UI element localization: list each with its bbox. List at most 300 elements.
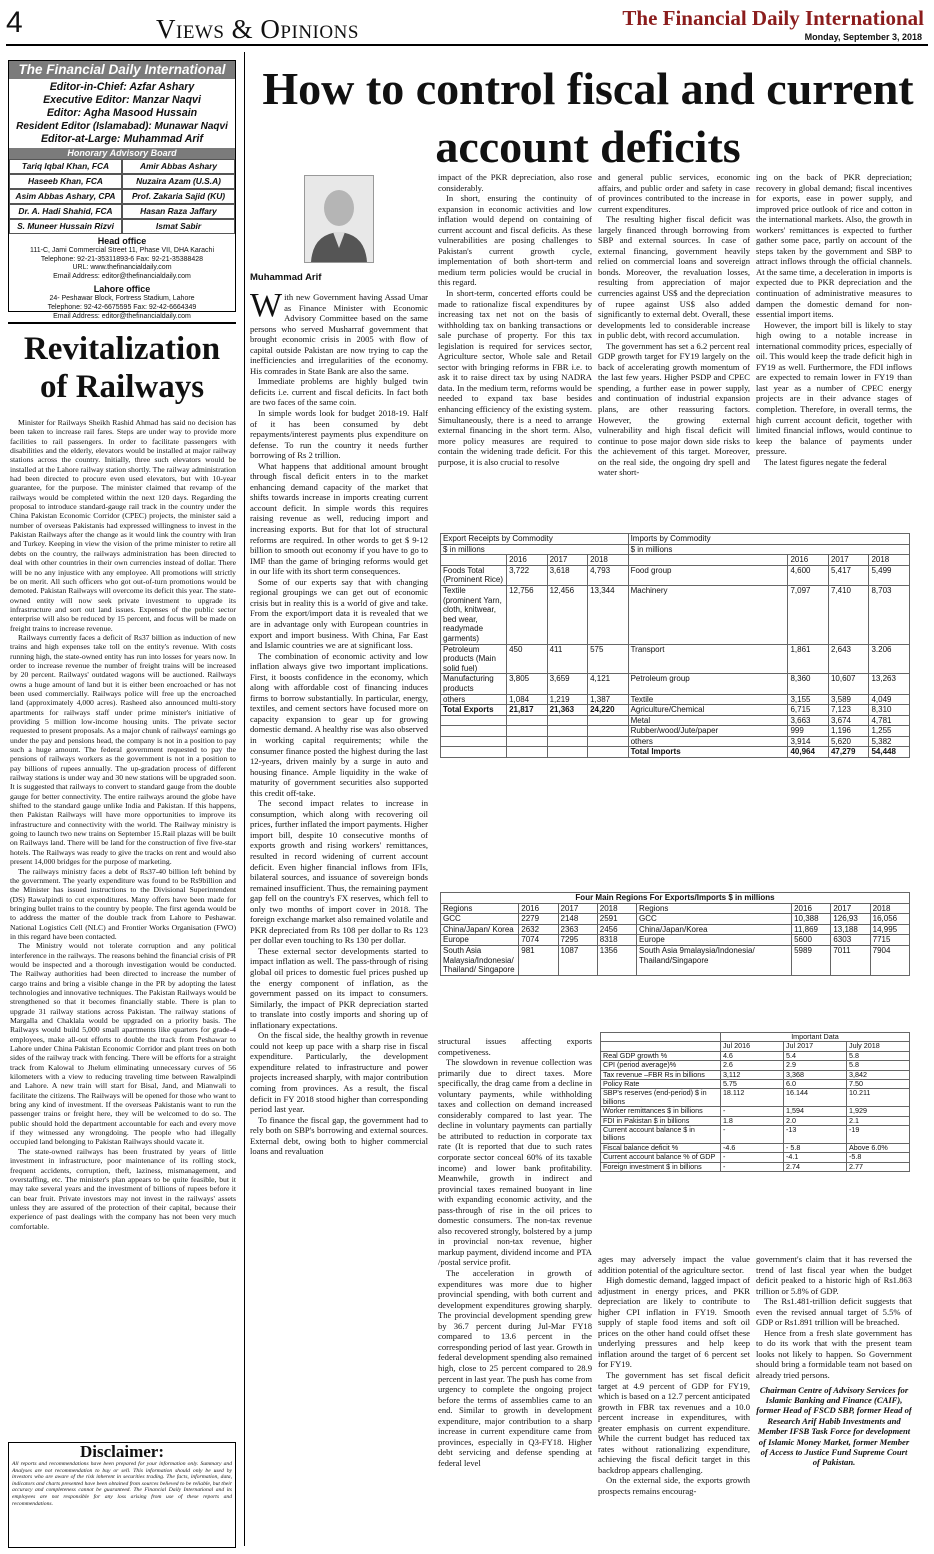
table-cell: 1356 bbox=[597, 945, 636, 975]
table-cell: 5.4 bbox=[783, 1051, 846, 1060]
lahore-office-line: Telephone: 92-42-6675595 Fax: 92-42-6664349 bbox=[47, 303, 197, 311]
table-cell: Petroleum group bbox=[628, 674, 788, 694]
page-number: 4 bbox=[6, 6, 23, 39]
table-row bbox=[441, 914, 910, 925]
table-cell: others bbox=[628, 736, 788, 747]
article-paragraph: ages may adversely impact the value addition potential of the agriculture sector. bbox=[598, 1254, 750, 1275]
table-cell: 3,659 bbox=[547, 674, 588, 694]
table-cell: 4,600 bbox=[788, 565, 829, 585]
article-paragraph: ith new Government having Assad Umar as Finance Minister with Economic Advisory Committee based on the same persons who served Musharraf government that brought economic crisis in 2005 with flow of capital outside Pakistan are now trying to cap the inefficiencies and irregularities of the economy. His comrades in State Bank are also the same. bbox=[250, 292, 428, 376]
column-header: Regions bbox=[637, 903, 792, 914]
table-cell bbox=[507, 715, 548, 726]
table-cell: 5,417 bbox=[828, 565, 869, 585]
board-member: Nuzaira Azam (U.S.A) bbox=[122, 174, 235, 189]
table-cell: Fiscal balance deficit % bbox=[601, 1143, 721, 1152]
table-row bbox=[441, 747, 910, 758]
article-paragraph: Some of our experts say that with changing regional groupings we can get out of economic crisis but in reality this is a world of give and take. From the export/import data it is revealed that we are in advantage only with European countries in export and import business. With China, Far East and Islamic countries we are at significant loss. bbox=[250, 576, 428, 651]
table-cell: 7,123 bbox=[828, 705, 869, 716]
table-cell bbox=[588, 747, 629, 758]
table-cell: 3,368 bbox=[783, 1070, 846, 1079]
table-row bbox=[441, 674, 910, 694]
editors-list bbox=[9, 79, 235, 148]
table-cell: 2.9 bbox=[783, 1061, 846, 1070]
table-cell: - bbox=[720, 1126, 783, 1144]
article-paragraph: Immediate problems are highly bulged twin deficits i.e. current and fiscal deficits. In fact both are two faces of the same coin. bbox=[250, 376, 428, 408]
table-cell: 2148 bbox=[558, 914, 597, 925]
article-paragraph: In short-term, concerted efforts could be made to rationalize fiscal expenditures by increasing tax net not on the basis of withholding tax on banking transactions or sale purchase of property. For this tax legislation is required for services sector, Agriculture sector, Whole sale and Retail sector with bringing reforms in FBR i.e. to ask it to raise direct tax by using NADRA data. In the medium term, reforms would be needed to expand tax base besides enhancing efficiency of the existing system. Simultaneously, there is a need to arrange external financing in the short term. Also, more policy measures are required to contain the widening trade deficit. For this purpose, it is also crucial to resolve bbox=[438, 288, 592, 467]
table-cell: Agriculture/Chemical bbox=[628, 705, 788, 716]
table-cell: 981 bbox=[519, 945, 558, 975]
table-cell bbox=[588, 736, 629, 747]
table-cell: 5.75 bbox=[720, 1080, 783, 1089]
column-header: 2016 bbox=[792, 903, 831, 914]
table-cell: 12,756 bbox=[507, 585, 548, 644]
table-row bbox=[441, 726, 910, 737]
lahore-office-line: Email Address: editor@thefinancialdaily.com bbox=[53, 312, 191, 320]
column-header: 2017 bbox=[831, 903, 870, 914]
column-header: Regions bbox=[441, 903, 519, 914]
table-cell: 2,643 bbox=[828, 644, 869, 674]
table-cell: 16.144 bbox=[783, 1089, 846, 1107]
dropcap: W bbox=[250, 292, 283, 324]
table-cell: Machinery bbox=[628, 585, 788, 644]
table-cell: 2363 bbox=[558, 924, 597, 935]
table-row bbox=[441, 565, 910, 585]
table-cell: 5.8 bbox=[846, 1051, 909, 1060]
article-paragraph: In simple words look for budget 2018-19. Half of it has been consumed by debt repayments/interest payments plus expenditure on defense. To run the country it needs further borrowing of Rs 2 trillion. bbox=[250, 408, 428, 461]
blank-cell bbox=[628, 555, 788, 566]
article-paragraph: and general public services, economic affairs, and public order and safety in case of provinces contributed to the increase in current expenditures. bbox=[598, 172, 750, 214]
table-cell: 2279 bbox=[519, 914, 558, 925]
editorial-paragraph: The railways ministry faces a debt of Rs37-40 billion left behind by the government. The yearly expenditure was found to be Rs9billion and the Minister has issued instructions to the Divisional Superintendent (DS) Rawalpindi to cut expenditures. Many offers have been made for bringing bullet trains to the country by people. The first agenda would be to address the matter of the double track from Lahore to Peshawar. National Logistics Cell (NLC) and Frontier Works Organisation (FWO) in this regard have been contacted. bbox=[10, 866, 236, 941]
disclaimer-box bbox=[8, 1442, 236, 1548]
board-member: S. Muneer Hussain Rizvi bbox=[9, 219, 122, 234]
table-cell: 5,382 bbox=[869, 736, 910, 747]
blank-cell bbox=[601, 1033, 721, 1042]
table-cell: 3,914 bbox=[788, 736, 829, 747]
table-cell: 14,995 bbox=[870, 924, 909, 935]
table-cell: 16,056 bbox=[870, 914, 909, 925]
issue-date: Monday, September 3, 2018 bbox=[804, 32, 922, 42]
board-member: Hasan Raza Jaffary bbox=[122, 204, 235, 219]
column-header: 2016 bbox=[519, 903, 558, 914]
table-cell: 3.206 bbox=[869, 644, 910, 674]
table-row bbox=[441, 715, 910, 726]
table-cell: 5.8 bbox=[846, 1061, 909, 1070]
table-cell: 2456 bbox=[597, 924, 636, 935]
table-cell: 3,842 bbox=[846, 1070, 909, 1079]
year-header: 2017 bbox=[828, 555, 869, 566]
table-cell: 3,112 bbox=[720, 1070, 783, 1079]
article-paragraph: government's claim that it has reversed the trend of last fiscal year when the budget deficit peaked to a historic high of Rs1.863 trillion or 5.8% of GDP. bbox=[756, 1254, 912, 1296]
article-paragraph: These external sector developments started to impact inflation as well. The pass-through of rising global oil prices to domestic fuel prices pushed up the energy component of inflation, as the government passed on its impact to consumers. Similarly, the impact of PKR depreciation started to translate into costly imports and shoring up of inflationary expectations. bbox=[250, 945, 428, 1030]
table-cell: others bbox=[441, 694, 507, 705]
table-row bbox=[441, 736, 910, 747]
board-member: Haseeb Khan, FCA bbox=[9, 174, 122, 189]
editorial-paragraph: The Ministry would not tolerate corruption and any political interference in the railways. The reasons behind the financial crisis of PR would be inspected and a thorough investigation would be conducted. The Railway authorities had been directed to increase the number of cargo trains and bring a visible change in the PR by adopting the latest technologies and innovative techniques. The Pakistan Railways would be strengthened so that it becomes financially stable. There is plan to upgrade 31 railway stations across Pakistan. The railway stations of Margalla and Chaklala would be upgraded on a priority basis. The Railways would build 5,000 small apartments like quarters for grade-4 employees, make all-out efforts to double the track from Peshawar to Lahore under China Pakistan Economic Corridor and plant trees on both sides of the railway track with fencing. There will be efforts for a straight track from Kalowal to Jhelum eliminating unnecessary curves of 56 kilometers with a view to reducing traveling time between Rawalpindi and Lahore. A new train will start for Bisal, Jand, and Mianwali to facilitate the citizens. The Railways will be opened for those who want to bring any kind of investment. If the overseas Pakistanis want to run the passenger trains or freight here, they will be welcomed to do so. The public should hold the department accountable for each and every move if they witnessed any wrongdoing. The people who had illegally occupied land belonging to Pakistan Railways should vacate it. bbox=[10, 941, 236, 1147]
article-paragraph: The slowdown in revenue collection was primarily due to direct taxes. More specifically, the drag came from a decline in voluntary payments, while withholding taxes and collection on demand increased considerably compared to last year. The decline in voluntary payments can partially be attributed to reduction in corporate tax rate (It is reported that due to such rates corporate sector conceal 60% of its taxable income) and lower bank profitability. Meanwhile, growth in indirect and provincial taxes remained buoyant in line with expanding economic activity, and the pass-through of rise in the oil prices to domestic consumers. The non-tax revenue also recovered strongly, bolstered by a jump in provincial non-tax revenue, higher markup payment, dividend income and PTA /postal service profit. bbox=[438, 1057, 592, 1268]
article-paragraph: The resulting higher fiscal deficit was largely financed through borrowing from SBP and external sources. In case of external financing, government heavily relied on commercial loans and sovereign bonds. Moreover, the revaluation losses, resulting from appreciation of major currencies against US$ and the depreciation of rupee against US$ also added significantly to external debt. Overall, these developments led to considerable increase in public debt, with record accumulation. bbox=[598, 214, 750, 341]
table-cell: Food group bbox=[628, 565, 788, 585]
table-row bbox=[441, 585, 910, 644]
table-cell bbox=[588, 726, 629, 737]
table-cell: 1,861 bbox=[788, 644, 829, 674]
table-cell: Manufacturing products bbox=[441, 674, 507, 694]
article-paragraph: impact of the PKR depreciation, also rose considerably. bbox=[438, 172, 592, 193]
column-header: 2017 bbox=[558, 903, 597, 914]
year-header: 2017 bbox=[547, 555, 588, 566]
author-photo bbox=[304, 175, 374, 263]
table-cell: 1.8 bbox=[720, 1116, 783, 1125]
table-cell: 3,589 bbox=[828, 694, 869, 705]
table-cell: CPI (period average)% bbox=[601, 1061, 721, 1070]
table-cell: 2591 bbox=[597, 914, 636, 925]
table-row bbox=[441, 705, 910, 716]
board-member: Prof. Zakaria Sajid (KU) bbox=[122, 189, 235, 204]
masthead bbox=[8, 60, 236, 320]
article-column-1 bbox=[250, 292, 428, 1548]
table-row bbox=[601, 1107, 910, 1116]
table-cell: China/Japan/Korea bbox=[637, 924, 792, 935]
article-paragraph: ing on the back of PKR depreciation; recovery in global demand; fiscal incentives for exports, ease in power supply, and improved price outlook of rice and cotton in the international markets. Also, the growth in workers' remittances is expected to further gather some pace, partly on account of the steps taken by the government and SBP to attract inflows through the official channels. At the same time, a deceleration in imports is expected due to PKR depreciation and the continuation of administrative measures to dampen the domestic demand for non-essential import items. bbox=[756, 172, 912, 320]
table-cell: Europe bbox=[441, 935, 519, 946]
table-cell: GCC bbox=[637, 914, 792, 925]
table-cell: - bbox=[720, 1153, 783, 1162]
table-cell: GCC bbox=[441, 914, 519, 925]
table-cell: 1,219 bbox=[547, 694, 588, 705]
article-title: How to control fiscal and current account deficits bbox=[262, 63, 914, 172]
table-cell: 5,499 bbox=[869, 565, 910, 585]
table-cell: 1,255 bbox=[869, 726, 910, 737]
table-cell: 450 bbox=[507, 644, 548, 674]
table-cell: 7904 bbox=[870, 945, 909, 975]
article-column-4-top bbox=[756, 172, 912, 528]
table-cell: 2.77 bbox=[846, 1162, 909, 1171]
article-column-2-bottom bbox=[438, 1036, 592, 1548]
table-cell: -4.6 bbox=[720, 1143, 783, 1152]
table-cell: -4.1 bbox=[783, 1153, 846, 1162]
lahore-office-title: Lahore office bbox=[93, 284, 151, 295]
article-paragraph: The government has set fiscal deficit target at 4.9 percent of GDP for FY19, which is based on a 12.7 percent anticipated growth in FBR tax revenues and a 10.0 percent increase in expenditures, with greater emphasis on current expenditure. While the current budget has reduced tax rates without rationalizing expenditure, achieving the fiscal deficit target in this backdrop appears challenging. bbox=[598, 1370, 750, 1475]
table-cell bbox=[588, 715, 629, 726]
table-cell: 4.6 bbox=[720, 1051, 783, 1060]
table-cell: 1,196 bbox=[828, 726, 869, 737]
table-cell: Tax revenue –FBR Rs in billions bbox=[601, 1070, 721, 1079]
table-cell: 47,279 bbox=[828, 747, 869, 758]
column-header: July 2018 bbox=[846, 1042, 909, 1051]
author-portrait-icon bbox=[305, 176, 373, 262]
table-cell bbox=[441, 726, 507, 737]
editorial-body bbox=[10, 418, 236, 1438]
table-row bbox=[601, 1162, 910, 1171]
editor-line: Editor: Agha Masood Hussain bbox=[46, 107, 198, 119]
table-cell: 1,084 bbox=[507, 694, 548, 705]
author-name: Muhammad Arif bbox=[250, 272, 322, 283]
table-cell: 7715 bbox=[870, 935, 909, 946]
table-row bbox=[441, 924, 910, 935]
editorial-paragraph: Minister for Railways Sheikh Rashid Ahmad has said no decision has been taken to increase rail fares. Steps are under way to provide more facilities to rail passengers. In order to facilitate passengers with disabilities and the elderly, elevators would be installed at major railway stations across the country. Initially, three such elevators would be installed at the Lahore railway station shortly. The railway administration had been directed to procure even used elevators, but with 10-year guarantee, for the purpose. The minister claimed that revamp of the railways would be completed within the next 120 days. Regarding the proposal to introduce standard-gauge rail track in the country under the China Pakistan Economic Corridor (CPEC) projects, the minister said a number of overseas Pakistanis had expressed willingness to invest in the Pakistan Railways after the change as it would link the country with Iran and Turkey. Keeping in view the vision of the prime minister to retire all debts on the country, the railways administration has been directed to deal with other countries in their own currencies instead of dollar. There will be no any injustice with any employee. All promotions will strictly be on merit. All such officers who got out-of-turn promotions would be demoted. Pakistan Railways will overcome its deficit this year. The state-owned entity will now seek private investment to upgrade its infrastructure and sort out land issues. Expenses of the public sector enterprise will also be reduced by 15 percent, and focus will be made on freight trains to increase revenue. bbox=[10, 418, 236, 633]
table-cell: -5.8 bbox=[846, 1153, 909, 1162]
table-cell: 6.0 bbox=[783, 1080, 846, 1089]
important-data-title: Important Data bbox=[720, 1033, 909, 1042]
section-rule bbox=[8, 322, 236, 324]
import-heading: Imports by Commodity bbox=[628, 534, 909, 545]
column-header: 2018 bbox=[597, 903, 636, 914]
table-cell: 3,618 bbox=[547, 565, 588, 585]
header-rule bbox=[6, 44, 928, 46]
table-cell: 3,663 bbox=[788, 715, 829, 726]
article-paragraph: The Rs1.481-trillion deficit suggests that even the revised annual target of 5.5% of GDP or Rs1.891 trillion will be breached. bbox=[756, 1296, 912, 1328]
table-cell bbox=[441, 715, 507, 726]
table-cell: 7,097 bbox=[788, 585, 829, 644]
table-row bbox=[601, 1153, 910, 1162]
table-cell: Textile bbox=[628, 694, 788, 705]
table-row bbox=[601, 1126, 910, 1144]
table-header-row bbox=[601, 1042, 910, 1051]
regions-title: Four Main Regions For Exports/Imports $ in millions bbox=[441, 893, 910, 904]
table-cell: Worker remittances $ in billions bbox=[601, 1107, 721, 1116]
advisory-board-title: Honorary Advisory Board bbox=[9, 148, 235, 159]
table-cell: 54,448 bbox=[869, 747, 910, 758]
table-cell: 5989 bbox=[792, 945, 831, 975]
section-title: Views & Opinions bbox=[156, 14, 359, 44]
column-divider bbox=[244, 52, 245, 1546]
article-paragraph: To finance the fiscal gap, the government had to rely both on SBP's borrowing and external sources. External debt, owing both to higher commercial loans and revaluation bbox=[250, 1114, 428, 1157]
article-paragraph: In short, ensuring the continuity of expansion in economic activities and low inflation would depend on containing of current account and fiscal deficits. As these vulnerabilities are posing challenges to Pakistan's current growth cycle, implementation of both short-term and medium term policies would be crucial in this regard. bbox=[438, 193, 592, 288]
table-row bbox=[441, 694, 910, 705]
year-header: 2018 bbox=[869, 555, 910, 566]
table-cell: Above 6.0% bbox=[846, 1143, 909, 1152]
article-paragraph: structural issues affecting exports competiveness. bbox=[438, 1036, 592, 1057]
table-cell: 7074 bbox=[519, 935, 558, 946]
table-cell bbox=[547, 726, 588, 737]
author-bio: Chairman Centre of Advisory Services for Islamic Banking and Finance (CAIF), former Head of FSCD SBP, former Head of Research Arif Habib Investments and Member IFSB Task Force for development of Islamic Money Market, former Member of Access to Justice Fund Supreme Court of Pakistan. bbox=[756, 1384, 912, 1468]
brand-name: The Financial Daily International bbox=[622, 6, 924, 30]
table-header-row bbox=[441, 544, 910, 555]
table-cell: Current account balance % of GDP bbox=[601, 1153, 721, 1162]
table-cell: 18.112 bbox=[720, 1089, 783, 1107]
year-header: 2016 bbox=[788, 555, 829, 566]
editor-line: Executive Editor: Manzar Naqvi bbox=[43, 94, 201, 106]
table-cell: 21,817 bbox=[507, 705, 548, 716]
table-cell: Europe bbox=[637, 935, 792, 946]
table-cell: Rubber/wood/Jute/paper bbox=[628, 726, 788, 737]
table-header-row bbox=[441, 555, 910, 566]
board-member: Amir Abbas Ashary bbox=[122, 159, 235, 174]
table-cell: Foreign investment $ in billions bbox=[601, 1162, 721, 1171]
table-cell: 575 bbox=[588, 644, 629, 674]
article-paragraph: The second impact relates to increase in consumption, which along with recovering oil prices, further inflated the import payments. Higher import bill, despite 10 consecutive months of exports growth and rising workers' remittances, resulted in record widening of current account deficit. Even higher financial inflows from IFIs, bilateral sources, and issuance of sovereign bonds remained insufficient. Thus, the remaining payment gap fell on the country's FX reserves, which fell to only two months of import cover in 2018. The foreign exchange market also remained volatile and PKR depreciated from Rs 108 per dollar to Rs 123 per dollar even touching to Rs 130 per dollar. bbox=[250, 798, 428, 946]
table-cell: 999 bbox=[788, 726, 829, 737]
year-header: 2018 bbox=[588, 555, 629, 566]
masthead-title: The Financial Daily International bbox=[9, 61, 235, 79]
table-row bbox=[441, 945, 910, 975]
year-header: 2016 bbox=[507, 555, 548, 566]
article-paragraph: High domestic demand, lagged impact of adjustment in energy prices, and PKR depreciation are likely to contribute to higher CPI inflation in FY19. Smooth supply of staple food items and soft oil prices on the other hand could offset these underlying pressures and help keep inflation around the target of 6 percent set for FY19. bbox=[598, 1275, 750, 1370]
editor-line: Editor-in-Chief: Azfar Ashary bbox=[49, 81, 195, 93]
table-cell: 2.0 bbox=[783, 1116, 846, 1125]
table-cell: 5600 bbox=[792, 935, 831, 946]
table-cell: -13 bbox=[783, 1126, 846, 1144]
board-member: Asim Abbas Ashary, CPA bbox=[9, 189, 122, 204]
editorial-paragraph: Railways currently faces a deficit of Rs37 billion as induction of new trains and high expenses take toll on the entity's revenue. With costs running high, the state-owned entity has run into losses for years now. In order to increase revenue the number of freight trains will be increased by 20 percent. Railways' outdated wagons will be auctioned. Railways owns a huge amount of land but it is either been encroached or has not been used commercially. Railways police will free up the encroached land (approximately 4,000 acres). Rasheed also announced multi-story apartments for railways staff under prime minister's initiative of providing 5 million low-income housing units. The private sector requested to present proposals. As a major chunk of railways' earnings go under the pay and pensions head, the company is not in a position to pay such a huge amount. The federal government requested to pay the pensions of railways workers as the government is not in a position to pay billions of rupees annually. The up-gradation process of different railway stations is under way and 30 new stations will be upgraded soon. It is suggested that railways to convert to standard gauge from the double gauge for better connectivity. The entire railways around the globe have shifted to the standard gauge unlike India and Pakistan. If this happens, then Pakistan Railways will have more opportunities to improve its infrastructure and connectivity with the world. The Railway ministry is going to launch two new trains on September 15.Rail plazas will be built on Railways land. There will be land for the construction of five five-star hotels. The Railways was ready to give the tracks on rent and would also present 14,000 bridges for the purpose of marketing. bbox=[10, 632, 236, 867]
table-cell: 6303 bbox=[831, 935, 870, 946]
table-cell: Current account balance $ in billions bbox=[601, 1126, 721, 1144]
head-office-line: URL: www.thefinancialdaily.com bbox=[72, 264, 172, 272]
table-cell bbox=[547, 747, 588, 758]
unit-label: $ in millions bbox=[441, 544, 629, 555]
board-member: Ismat Sabir bbox=[122, 219, 235, 234]
article-paragraph: On the fiscal side, the healthy growth in revenue could not keep up pace with a sharp rise in fiscal expenditure. Particularly, the development expenditure related to infrastructure and power projects increased sharply, with major contribution coming from provinces. As a result, the fiscal deficit in FY 2018 stood higher than corresponding period last year. bbox=[250, 1030, 428, 1115]
table-cell bbox=[507, 726, 548, 737]
lahore-office-line: 24- Peshawar Block, Fortress Stadium, Lahore bbox=[49, 295, 195, 303]
table-cell: 7.50 bbox=[846, 1080, 909, 1089]
regions-table bbox=[440, 892, 910, 976]
advisory-board-grid bbox=[9, 159, 235, 234]
table-row bbox=[601, 1061, 910, 1070]
table-cell: 126,93 bbox=[831, 914, 870, 925]
editorial-paragraph: The state-owned railways has been frustrated by years of little investment in infrastructure, poor maintenance of its rolling stock, frequent accidents, corruption, theft, laziness, mismanagement, and overstaffing, etc. The minister's plan appears to be quite feasible, but it may take several years and the investment of billions of rupees before it can bear fruit. Private investors may not invest in the railways' assets unless they are assured of the protection of their capital, because their experience of past dealings with the company has not been very much comfortable. bbox=[10, 1146, 236, 1231]
table-cell bbox=[441, 747, 507, 758]
table-cell: Real GDP growth % bbox=[601, 1051, 721, 1060]
table-cell: 8,360 bbox=[788, 674, 829, 694]
table-cell: Policy Rate bbox=[601, 1080, 721, 1089]
article-column-4-bottom bbox=[756, 1254, 912, 1548]
table-header-row bbox=[441, 534, 910, 545]
table-cell: SBP's reserves (end-period) $ in billions bbox=[601, 1089, 721, 1107]
table-cell: South Asia Malaysia/Indonesia/ Thailand/ Singapore bbox=[441, 945, 519, 975]
editorial-title: Revitalization of Railways bbox=[23, 331, 221, 405]
table-cell: Metal bbox=[628, 715, 788, 726]
table-cell: 3,805 bbox=[507, 674, 548, 694]
table-cell: Foods Total (Prominent Rice) bbox=[441, 565, 507, 585]
article-paragraph: Hence from a fresh slate government has to do its work that with the present team looks not likely to happen. So Government should bring a formidable team not based on already tried persons. bbox=[756, 1327, 912, 1381]
table-row bbox=[601, 1089, 910, 1107]
table-row bbox=[601, 1070, 910, 1079]
article-paragraph: The acceleration in growth of expenditures was more due to higher provincial spending, with both current and development expenditures growing sharply. The provincial development spending grew by 36.7 percent during Jul-Mar FY18 compared to 13.6 percent in the corresponding period of last year. Growth in federal development spending also remained high, close to 25 percent compared to 28.9 percent in last year. The push has come from urgency to complete the ongoing project before the terms of assemblies came to an end. Similar to growth in development expenditure, major contribution to a sharp increase in current expenditure came from provinces, especially in Q3-FY18. Higher debt servicing and defense spending at federal level bbox=[438, 1268, 592, 1468]
table-cell: 5,620 bbox=[828, 736, 869, 747]
article-paragraph: However, the import bill is likely to stay high owing to a notable increase in international commodity prices, especially of oil. This would keep the trade deficit high in FY19 as well. Furthermore, the FDI inflows are expected to remain lower in FY19 than last year as a number of CPEC energy projects are in their advance stages of completion. Therefore, in overall terms, the high current account deficit, together with limited financial inflows, would continue to keep the balance of payments under pressure. bbox=[756, 319, 912, 457]
table-cell: 11,869 bbox=[792, 924, 831, 935]
table-cell: 4,793 bbox=[588, 565, 629, 585]
table-cell: 2.6 bbox=[720, 1061, 783, 1070]
article-paragraph: The government has set a 6.2 percent real GDP growth target for FY19 largely on the back of accelerating growth momentum of the last few years. Higher PSDP and CPEC spending, a further ease in power supply, and continuation of industrial expansion plans, are other reassuring factors. However, the growing external vulnerability and high fiscal deficit will continue to pose major down side risks to the achievement of this target. Moreover, on the real side, the ongoing dry spell and water short- bbox=[598, 340, 750, 478]
table-cell: 6,715 bbox=[788, 705, 829, 716]
article-paragraph: The combination of economic activity and low inflation always give two important implications. First, it boosts confidence in the economy, which along with affordable cost of financing induces firms to borrow substantially. In particular, energy, textiles, and cement sectors have focused more on capacity expansion to gear up for growing domestic demand. A healthy rise was also observed in working capital requirements; while the consumer finance posted the highest during the last 12-years, driven mainly by a surge in auto and housing finance. Ample liquidity in the wake of maturity of government securities also supported this credit off-take. bbox=[250, 650, 428, 798]
table-cell: Textile (prominent Yarn, cloth, knitwear, bed wear, readymade garments) bbox=[441, 585, 507, 644]
table-cell: 8,703 bbox=[869, 585, 910, 644]
table-cell: 1,929 bbox=[846, 1107, 909, 1116]
table-cell: 24,220 bbox=[588, 705, 629, 716]
table-cell: 7295 bbox=[558, 935, 597, 946]
table-cell: - 5.8 bbox=[783, 1143, 846, 1152]
table-cell: 2.1 bbox=[846, 1116, 909, 1125]
table-row bbox=[441, 935, 910, 946]
column-header: Jul 2016 bbox=[720, 1042, 783, 1051]
table-cell: 2632 bbox=[519, 924, 558, 935]
table-cell: 8,310 bbox=[869, 705, 910, 716]
table-cell: 21,363 bbox=[547, 705, 588, 716]
table-cell: 3,674 bbox=[828, 715, 869, 726]
table-cell: 13,263 bbox=[869, 674, 910, 694]
article-paragraph: The latest figures negate the federal bbox=[764, 456, 887, 467]
board-member: Dr. A. Hadi Shahid, FCA bbox=[9, 204, 122, 219]
head-office-line: Telephone: 92-21-35311893-6 Fax: 92-21-35388428 bbox=[40, 255, 204, 263]
article-paragraph: What happens that additional amount brought through fiscal deficit enters in to the market enhancing demand capacity of the market that shifts towards increase in imports creating current account deficit. In simple words this requires raising revenue as well, reducing import and increasing exports. But for that lot of structural reforms are required. In other words to get $ 9-12 billion to smooth out economy if you have to go to IMF than the game of bringing reforms would get in our life with its short term consequences. bbox=[250, 460, 428, 577]
editor-line: Resident Editor (Islamabad): Munawar Naqvi bbox=[16, 121, 228, 132]
column-header: 2018 bbox=[870, 903, 909, 914]
table-cell: 13,344 bbox=[588, 585, 629, 644]
table-cell: - bbox=[720, 1107, 783, 1116]
table-cell: 4,049 bbox=[869, 694, 910, 705]
table-cell: 10.211 bbox=[846, 1089, 909, 1107]
blank-cell bbox=[441, 555, 507, 566]
important-data-table bbox=[600, 1032, 910, 1172]
column-header: Jul 2017 bbox=[783, 1042, 846, 1051]
table-cell: 12,456 bbox=[547, 585, 588, 644]
table-cell: 10,388 bbox=[792, 914, 831, 925]
table-cell bbox=[507, 747, 548, 758]
table-cell: 4,781 bbox=[869, 715, 910, 726]
table-cell: 411 bbox=[547, 644, 588, 674]
head-office-line: 111-C, Jami Commercial Street 11, Phase VII, DHA Karachi bbox=[29, 247, 214, 254]
export-heading: Export Receipts by Commodity bbox=[441, 534, 629, 545]
table-cell: 2.74 bbox=[783, 1162, 846, 1171]
head-office-line: Email Address: editor@thefinancialdaily.com bbox=[53, 272, 191, 280]
table-header-row bbox=[441, 893, 910, 904]
table-row bbox=[441, 644, 910, 674]
table-cell: FDI in Pakistan $ in billions bbox=[601, 1116, 721, 1125]
table-cell: 1,387 bbox=[588, 694, 629, 705]
table-cell: 40,964 bbox=[788, 747, 829, 758]
table-cell: 7011 bbox=[831, 945, 870, 975]
table-cell: -19 bbox=[846, 1126, 909, 1144]
article-column-2-top bbox=[438, 172, 592, 528]
head-office-title: Head office bbox=[97, 236, 147, 246]
board-member: Tariq Iqbal Khan, FCA bbox=[9, 159, 122, 174]
unit-label: $ in millions bbox=[628, 544, 909, 555]
table-cell: 13,188 bbox=[831, 924, 870, 935]
article-column-3-bottom bbox=[598, 1254, 750, 1548]
table-cell bbox=[441, 736, 507, 747]
table-cell: Transport bbox=[628, 644, 788, 674]
disclaimer-title: Disclaimer: bbox=[79, 1442, 165, 1461]
table-cell bbox=[507, 736, 548, 747]
table-header-row bbox=[441, 903, 910, 914]
table-cell: 8318 bbox=[597, 935, 636, 946]
article-column-3-top bbox=[598, 172, 750, 528]
table-cell: Total Imports bbox=[628, 747, 788, 758]
table-cell: South Asia 9malaysia/Indonesia/ Thailand/Singapore bbox=[637, 945, 792, 975]
table-cell bbox=[547, 736, 588, 747]
column-header bbox=[601, 1042, 721, 1051]
table-cell: 1,594 bbox=[783, 1107, 846, 1116]
table-cell: 3,722 bbox=[507, 565, 548, 585]
trade-table bbox=[440, 533, 910, 758]
article-paragraph: On the external side, the exports growth prospects remains encourag- bbox=[598, 1475, 750, 1497]
table-cell: 7,410 bbox=[828, 585, 869, 644]
disclaimer-text: All reports and recommendations have been prepared for your information only. Summary and Analyses are not recommendation to buy or sell. This information should only be used by investors who are aware of the risk inherent in securities trading. The facts, information, data, indicators and charts presented have been obtained from sources believed to be reliable, but their accuracy and completeness cannot be guaranteed. The Financial Daily International and its employees are not responsible for any loss arising from use of these reports and recommendations. bbox=[12, 1461, 232, 1507]
table-cell: - bbox=[720, 1162, 783, 1171]
table-cell: 10,607 bbox=[828, 674, 869, 694]
table-cell bbox=[547, 715, 588, 726]
table-cell: 1087 bbox=[558, 945, 597, 975]
table-cell: 4,121 bbox=[588, 674, 629, 694]
editor-line: Editor-at-Large: Muhammad Arif bbox=[40, 133, 204, 145]
table-cell: 3,155 bbox=[788, 694, 829, 705]
table-cell: Total Exports bbox=[441, 705, 507, 716]
table-cell: Petroleum products (Main solid fuel) bbox=[441, 644, 507, 674]
